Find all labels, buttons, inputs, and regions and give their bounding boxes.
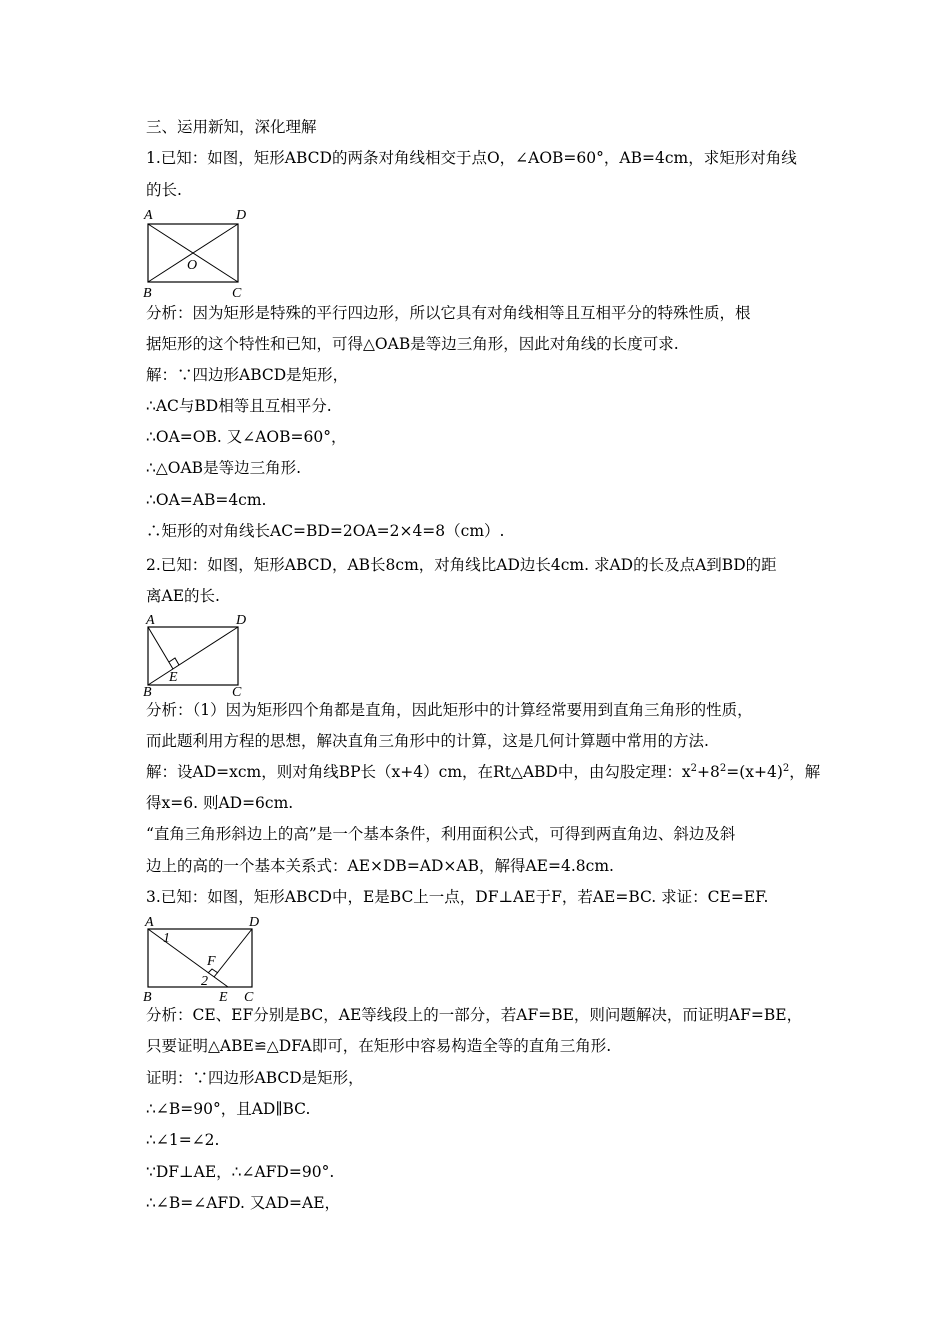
q2-diagonal-bd xyxy=(148,627,238,685)
q1-label-a: A xyxy=(144,208,153,223)
q3-text-line1: 3.已知：如图，矩形ABCD中，E是BC上一点，DF⊥AE于F，若AE=BC. 求证：CE=EF. xyxy=(146,888,769,906)
q2-solution-exponent2: 2 xyxy=(719,763,727,774)
q3-rectangle-figure xyxy=(140,912,265,1004)
q2-note-line1: “直角三角形斜边上的高”是一个基本条件，利用面积公式，可得到两直角边、斜边及斜 xyxy=(146,825,736,843)
q2-analysis-line2: 而此题利用方程的思想，解决直角三角形中的计算，这是几何计算题中常用的方法. xyxy=(146,732,709,750)
q3-proof-line4: ∵DF⊥AE，∴∠AFD=90°. xyxy=(146,1163,335,1181)
q3-analysis-line1: 分析：CE、EF分别是BC，AE等线段上的一部分，若AF=BE，则问题解决，而证明AF=BE， xyxy=(146,1006,803,1024)
q1-solution-line1: 解：∵四边形ABCD是矩形， xyxy=(146,366,349,384)
q1-rectangle-figure xyxy=(140,206,255,300)
q2-rectangle-figure xyxy=(140,612,255,698)
q1-solution-line2: ∴AC与BD相等且互相平分. xyxy=(146,397,332,415)
q2-solution-text-d: ，解 xyxy=(789,763,821,781)
q3-label-b: B xyxy=(143,990,152,1004)
q3-label-a: A xyxy=(145,915,154,930)
q3-label-c: C xyxy=(244,990,254,1004)
q3-label-angle1: 1 xyxy=(163,931,170,946)
q2-solution-text-c: =(x+4) xyxy=(726,763,783,781)
q3-label-e: E xyxy=(219,990,228,1004)
q2-label-b: B xyxy=(143,685,152,698)
q3-right-angle-mark xyxy=(208,969,218,973)
q1-label-b: B xyxy=(143,286,152,300)
q2-label-c: C xyxy=(232,685,242,698)
q3-label-f: F xyxy=(207,954,216,969)
q3-segment-df xyxy=(214,929,252,977)
q1-label-d: D xyxy=(236,208,247,223)
q2-label-d: D xyxy=(236,613,247,628)
q2-solution-text-b: +8 xyxy=(696,763,720,781)
q3-proof-line2: ∴∠B=90°，且AD∥BC. xyxy=(146,1100,311,1118)
q2-solution-line2: 得x=6. 则AD=6cm. xyxy=(146,794,294,812)
q1-label-c: C xyxy=(232,286,242,300)
q3-label-angle2: 2 xyxy=(201,974,208,989)
q3-segment-ae xyxy=(148,929,228,987)
q1-analysis-line1: 分析：因为矩形是特殊的平行四边形，所以它具有对角线相等且互相平分的特殊性质，根 xyxy=(146,304,751,322)
section-title: 三、运用新知，深化理解 xyxy=(146,118,317,136)
q1-analysis-line2: 据矩形的这个特性和已知，可得△OAB是等边三角形，因此对角线的长度可求. xyxy=(146,335,679,353)
q2-analysis-line1: 分析：（1）因为矩形四个角都是直角，因此矩形中的计算经常要用到直角三角形的性质， xyxy=(146,701,753,719)
q3-label-d: D xyxy=(249,915,260,930)
q3-analysis-line2: 只要证明△ABE≌△DFA即可，在矩形中容易构造全等的直角三角形. xyxy=(146,1037,612,1055)
q3-proof-line1: 证明：∵四边形ABCD是矩形， xyxy=(146,1069,364,1087)
q1-solution-line5: ∴OA=AB=4cm. xyxy=(146,491,267,509)
q2-solution-exponent3: 2 xyxy=(782,763,790,774)
q1-label-o: O xyxy=(187,258,198,273)
q2-solution-text-a: 解：设AD=xcm，则对角线BP长（x+4）cm，在Rt△ABD中，由勾股定理：x xyxy=(146,763,691,781)
q2-solution-line1 xyxy=(146,762,820,782)
q1-text-line2: 的长. xyxy=(146,181,182,199)
q2-text-line2: 离AE的长. xyxy=(146,587,220,605)
q3-proof-line5: ∴∠B=∠AFD. 又AD=AE， xyxy=(146,1194,341,1212)
q1-text-line1: 1.已知：如图，矩形ABCD的两条对角线相交于点O，∠AOB=60°，AB=4cm，求矩形对角线 xyxy=(146,149,797,167)
q1-solution-line6: ∴矩形的对角线长AC=BD=2OA=2×4=8（cm）. xyxy=(146,522,505,540)
q3-proof-line3: ∴∠1=∠2. xyxy=(146,1131,220,1149)
q1-solution-line4: ∴△OAB是等边三角形. xyxy=(146,459,302,477)
q2-label-e: E xyxy=(169,670,178,685)
q2-note-line2: 边上的高的一个基本关系式：AE×DB=AD×AB，解得AE=4.8cm. xyxy=(146,857,614,875)
q2-text-line1: 2.已知：如图，矩形ABCD，AB长8cm，对角线比AD边长4cm. 求AD的长及点A到BD的距 xyxy=(146,556,777,574)
q2-solution-exponent1: 2 xyxy=(690,763,697,774)
q1-solution-line3: ∴OA=OB. 又∠AOB=60°， xyxy=(146,428,347,446)
q2-label-a: A xyxy=(146,613,155,628)
q2-height-ae xyxy=(148,627,173,669)
